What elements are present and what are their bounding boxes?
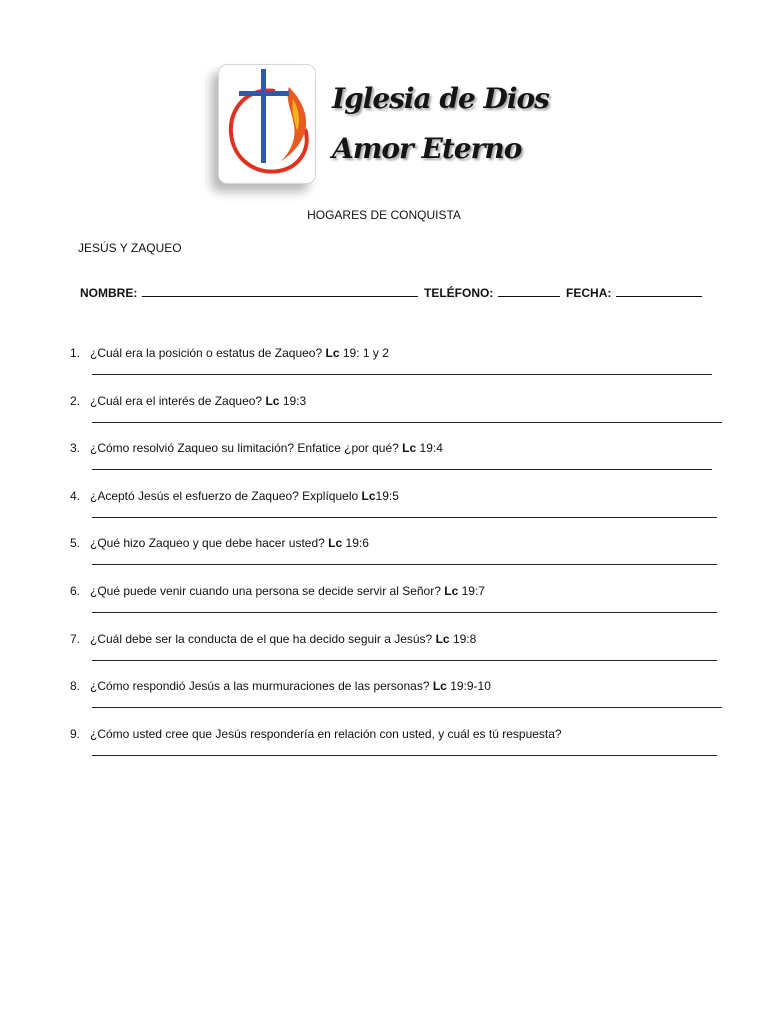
ref-verse: 19:9-10	[450, 679, 491, 694]
ref-book: Lc	[402, 441, 417, 456]
date-field[interactable]	[616, 284, 702, 297]
answer-line[interactable]	[92, 374, 712, 375]
name-field[interactable]	[142, 284, 418, 297]
question-number: 6.	[69, 583, 80, 598]
question-number: 8.	[69, 679, 80, 694]
church-logo	[200, 62, 549, 198]
question-number: 3.	[69, 441, 80, 456]
question-text: ¿Cómo usted cree que Jesús respondería en relación con usted, y cuál es tú respuesta?	[90, 726, 562, 741]
answer-line[interactable]	[92, 755, 717, 756]
ref-verse: 19:8	[452, 631, 477, 646]
ref-verse: 19:6	[345, 536, 369, 551]
answer-line[interactable]	[92, 564, 717, 565]
ref-book: Lc	[432, 679, 447, 694]
form-fields-row	[80, 284, 705, 300]
question-text: ¿Qué hizo Zaqueo y que debe hacer usted? Lc 19:6	[90, 536, 369, 551]
answer-line[interactable]	[92, 469, 712, 470]
question-text: ¿Cuál era el interés de Zaqueo? Lc 19:3	[90, 393, 307, 408]
question-item	[64, 679, 734, 727]
logo-title-line1: Iglesia de Dios	[332, 82, 549, 115]
question-number: 9.	[69, 726, 80, 741]
question-text: ¿Qué puede venir cuando una persona se decide servir al Señor? Lc 19:7	[90, 583, 485, 598]
question-item	[64, 394, 734, 442]
question-text: ¿Cómo resolvió Zaqueo su limitación? Enfatice ¿por qué? Lc 19:4	[90, 441, 443, 456]
ref-verse: 19:7	[461, 583, 485, 598]
question-item	[64, 536, 734, 584]
question-text: ¿Aceptó Jesús el esfuerzo de Zaqueo? Explíquelo Lc19:5	[90, 488, 399, 503]
question-item	[64, 489, 734, 537]
question-text: ¿Cuál era la posición o estatus de Zaqueo? Lc 19: 1 y 2	[90, 346, 389, 360]
question-number: 2.	[69, 393, 80, 408]
phone-label: TELÉFONO:	[424, 286, 494, 300]
document-subtitle: JESÚS Y ZAQUEO	[78, 241, 182, 255]
question-item	[64, 727, 734, 775]
question-text: ¿Cómo respondió Jesús a las murmuraciones de las personas? Lc 19:9-10	[90, 679, 491, 694]
logo-title-line2: Amor Eterno	[332, 132, 522, 165]
question-list	[64, 346, 734, 774]
question-number: 1.	[69, 346, 80, 360]
ref-book: Lc	[328, 536, 343, 551]
question-text: ¿Cuál debe ser la conducta de el que ha decido seguir a Jesús? Lc 19:8	[90, 631, 477, 646]
ref-book: Lc	[435, 631, 450, 646]
cross-flame-icon	[219, 65, 315, 183]
ref-verse: 19:4	[419, 441, 443, 456]
ref-verse: 19:5	[375, 488, 399, 503]
question-item	[64, 346, 734, 394]
name-label: NOMBRE:	[80, 286, 138, 300]
answer-line[interactable]	[92, 660, 717, 661]
ref-book: Lc	[325, 346, 340, 360]
question-item	[64, 584, 734, 632]
question-item	[64, 632, 734, 680]
ref-book: Lc	[444, 583, 459, 598]
ref-book: Lc	[265, 393, 280, 408]
ref-verse: 19:3	[282, 393, 307, 408]
answer-line[interactable]	[92, 517, 717, 518]
document-title: HOGARES DE CONQUISTA	[307, 208, 461, 222]
date-label: FECHA:	[566, 286, 612, 300]
logo-emblem	[218, 64, 316, 184]
answer-line[interactable]	[92, 707, 722, 708]
question-number: 7.	[69, 631, 80, 646]
answer-line[interactable]	[92, 422, 722, 423]
question-number: 4.	[69, 488, 80, 503]
question-item	[64, 441, 734, 489]
phone-field[interactable]	[498, 284, 560, 297]
question-number: 5.	[69, 536, 80, 551]
ref-verse: 19: 1 y 2	[342, 346, 389, 360]
answer-line[interactable]	[92, 612, 717, 613]
ref-book: Lc	[361, 488, 376, 503]
